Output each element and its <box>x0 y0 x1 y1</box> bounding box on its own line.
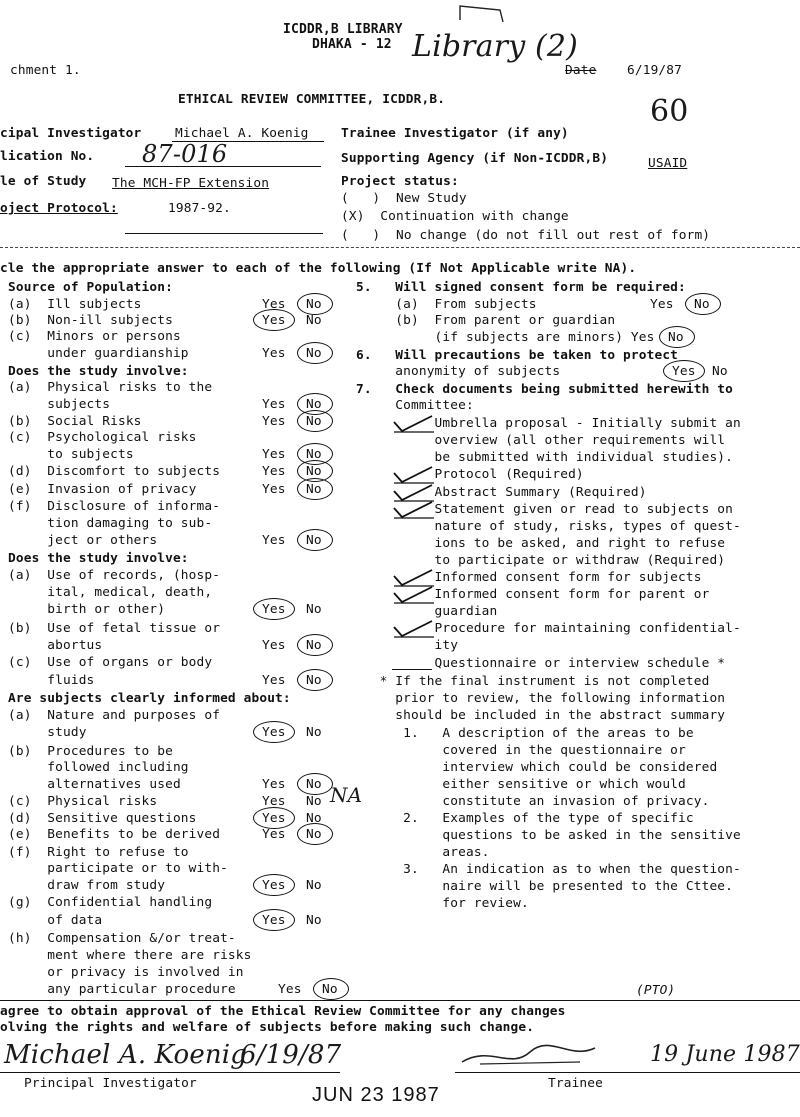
status-new: ( ) New Study <box>341 191 467 206</box>
trainee-caption: Trainee <box>548 1076 603 1091</box>
answer-yes[interactable]: Yes <box>262 414 286 429</box>
answer-circle <box>297 823 333 845</box>
question-line: (b) Non-ill subjects <box>8 313 173 328</box>
document-checkmark[interactable] <box>392 585 436 605</box>
answer-yes[interactable]: Yes <box>262 313 286 328</box>
question-line: (f) Disclosure of informa- <box>8 499 221 514</box>
document-checkmark[interactable] <box>392 500 436 520</box>
answer-circle <box>253 598 295 620</box>
question-line: (if subjects are minors) Yes <box>356 330 655 345</box>
question-line: Questionnaire or interview schedule * <box>356 656 726 671</box>
pen-scribble <box>455 4 515 28</box>
question-line: participate or to with- <box>8 861 228 876</box>
question-line: 2. Examples of the type of specific <box>356 811 694 826</box>
question-line: any particular procedure <box>8 982 236 997</box>
library-stamp-line2: DHAKA - 12 <box>312 37 392 52</box>
signature-date: 6/19/87 <box>240 1040 342 1070</box>
question-line: anonymity of subjects <box>356 364 561 379</box>
answer-yes[interactable]: Yes <box>262 602 286 617</box>
answer-yes[interactable]: Yes <box>262 482 286 497</box>
answer-yes[interactable]: Yes <box>262 533 286 548</box>
answer-no[interactable]: No <box>306 414 322 429</box>
trainee-label: Trainee Investigator (if any) <box>341 126 569 141</box>
question-line: Protocol (Required) <box>356 467 584 482</box>
answer-no[interactable]: No <box>322 982 338 997</box>
question-line: Procedure for maintaining confidential- <box>356 621 741 636</box>
answer-no[interactable]: No <box>306 794 322 809</box>
question-line: (g) Confidential handling <box>8 895 213 910</box>
question-line: ions to be asked, and right to refuse <box>356 536 726 551</box>
question-line: naire will be presented to the Cttee. <box>356 879 734 894</box>
question-line: Does the study involve: <box>8 364 189 379</box>
answer-no[interactable]: No <box>306 913 322 928</box>
question-line: of data <box>8 913 103 928</box>
answer-yes[interactable]: Yes <box>672 364 696 379</box>
trainee-signature-scribble <box>460 1040 600 1070</box>
answer-circle <box>659 326 695 348</box>
question-line: or privacy is involved in <box>8 965 244 980</box>
answer-circle <box>297 410 333 432</box>
question-line: Abstract Summary (Required) <box>356 485 647 500</box>
answer-no[interactable]: No <box>306 725 322 740</box>
answer-no[interactable]: No <box>306 878 322 893</box>
answer-yes[interactable]: Yes <box>262 397 286 412</box>
question-line: Umbrella proposal - Initially submit an <box>356 416 741 431</box>
question-line: birth or other) <box>8 602 166 617</box>
answer-circle <box>663 360 705 382</box>
answer-yes[interactable]: Yes <box>262 297 286 312</box>
answer-no[interactable]: No <box>306 346 322 361</box>
question-line: (a) Ill subjects <box>8 297 142 312</box>
application-value: 87-016 <box>142 140 228 168</box>
question-line: draw from study <box>8 878 166 893</box>
attachment-label: chment 1. <box>10 63 81 78</box>
answer-no[interactable]: No <box>306 533 322 548</box>
answer-no[interactable]: No <box>306 602 322 617</box>
status-continuation: (X) Continuation with change <box>341 209 569 224</box>
handwritten-na: NA <box>330 783 363 807</box>
question-line: Informed consent form for subjects <box>356 570 702 585</box>
answer-no[interactable]: No <box>306 638 322 653</box>
question-line: (h) Compensation &/or treat- <box>8 931 236 946</box>
question-line: Committee: <box>356 398 474 413</box>
question-line: to participate or withdraw (Required) <box>356 553 726 568</box>
status-no-change: ( ) No change (do not fill out rest of form) <box>341 228 711 243</box>
answer-circle <box>297 634 333 656</box>
question-line: (e) Benefits to be derived <box>8 827 221 842</box>
answer-circle <box>297 529 333 551</box>
answer-circle <box>297 478 333 500</box>
answer-circle <box>297 342 333 364</box>
answer-circle <box>297 773 333 795</box>
question-line: (a) Nature and purposes of <box>8 708 221 723</box>
answer-no[interactable]: No <box>306 397 322 412</box>
answer-no[interactable]: No <box>306 777 322 792</box>
question-line: Are subjects clearly informed about: <box>8 691 291 706</box>
pi-caption: Principal Investigator <box>24 1076 197 1091</box>
answer-yes[interactable]: Yes <box>262 777 286 792</box>
question-line: (b) Use of fetal tissue or <box>8 621 221 636</box>
agency-value: USAID <box>648 156 688 171</box>
question-line: 1. A description of the areas to be <box>356 726 694 741</box>
answer-yes[interactable]: Yes <box>278 982 302 997</box>
answer-yes[interactable]: Yes <box>650 297 674 312</box>
answer-no[interactable]: No <box>668 330 684 345</box>
received-stamp: JUN 23 1987 <box>312 1084 440 1106</box>
question-line: covered in the questionnaire or <box>356 743 686 758</box>
question-line: be submitted with individual studies). <box>356 450 734 465</box>
answer-no[interactable]: No <box>306 464 322 479</box>
answer-no[interactable]: No <box>306 482 322 497</box>
question-line: for review. <box>356 896 529 911</box>
agreement-line2: olving the rights and welfare of subjects before making such change. <box>0 1020 535 1035</box>
question-line: subjects <box>8 397 111 412</box>
protocol-underline <box>125 233 323 234</box>
answer-yes[interactable]: Yes <box>262 794 286 809</box>
question-line: under guardianship <box>8 346 189 361</box>
protocol-value: 1987-92. <box>168 201 231 216</box>
answer-yes[interactable]: Yes <box>262 447 286 462</box>
answer-yes[interactable]: Yes <box>262 725 286 740</box>
question-line: (a) Use of records, (hosp- <box>8 568 221 583</box>
answer-circle <box>253 874 295 896</box>
date-value: 6/19/87 <box>627 63 682 78</box>
agreement-line1: agree to obtain approval of the Ethical Review Committee for any changes <box>0 1004 566 1019</box>
question-line: (b) Social Risks <box>8 414 142 429</box>
question-line: followed including <box>8 760 189 775</box>
study-title-value: The MCH-FP Extension <box>112 176 270 191</box>
answer-circle <box>253 721 295 743</box>
answer-circle <box>297 293 333 315</box>
question-line: (b) Procedures to be <box>8 744 173 759</box>
answer-no[interactable]: No <box>712 364 728 379</box>
pi-value: Michael A. Koenig <box>175 126 309 141</box>
question-line: (c) Minors or persons <box>8 329 181 344</box>
question-line: (c) Physical risks <box>8 794 158 809</box>
answer-circle <box>253 909 295 931</box>
answer-yes[interactable]: Yes <box>262 673 286 688</box>
question-line: alternatives used <box>8 777 181 792</box>
study-title-label: le of Study <box>0 174 87 189</box>
question-line: Source of Population: <box>8 280 173 295</box>
question-line: should be included in the abstract summary <box>356 708 726 723</box>
handwritten-page-number: 60 <box>650 94 689 129</box>
answer-circle <box>253 309 295 331</box>
answer-no[interactable]: No <box>306 673 322 688</box>
question-line: fluids <box>8 673 95 688</box>
application-underline <box>125 166 321 167</box>
question-line: areas. <box>356 845 490 860</box>
answer-yes[interactable]: Yes <box>262 913 286 928</box>
question-line: * If the final instrument is not completed <box>356 674 710 689</box>
question-line: study <box>8 725 87 740</box>
answer-no[interactable]: No <box>306 297 322 312</box>
question-line: abortus <box>8 638 103 653</box>
question-line: Statement given or read to subjects on <box>356 502 734 517</box>
document-checkmark[interactable] <box>392 414 436 434</box>
answer-circle <box>313 978 349 1000</box>
protocol-label: oject Protocol: <box>0 201 118 216</box>
question-line: ity <box>356 638 459 653</box>
pi-signature-line <box>0 1072 340 1073</box>
document-checkmark[interactable] <box>392 465 436 485</box>
question-line: Informed consent form for parent or <box>356 587 710 602</box>
question-line: (c) Use of organs or body <box>8 655 213 670</box>
question-line: (d) Sensitive questions <box>8 811 197 826</box>
question-line: (a) From subjects <box>356 297 537 312</box>
question-line: 5. Will signed consent form be required: <box>356 280 686 295</box>
trainee-signature-line <box>455 1072 800 1073</box>
handwritten-trainee-date: 19 June 1987 <box>650 1042 800 1067</box>
answer-yes[interactable]: Yes <box>262 878 286 893</box>
answer-no[interactable]: No <box>306 313 322 328</box>
question-line: overview (all other requirements will <box>356 433 726 448</box>
question-line: interview which could be considered <box>356 760 718 775</box>
agency-label: Supporting Agency (if Non-ICDDR,B) <box>341 151 609 166</box>
question-line: (f) Right to refuse to <box>8 845 189 860</box>
answer-no[interactable]: No <box>306 447 322 462</box>
answer-no[interactable]: No <box>306 811 322 826</box>
question-line: (e) Invasion of privacy <box>8 482 197 497</box>
library-stamp-line1: ICDDR,B LIBRARY <box>283 22 403 37</box>
application-label: lication No. <box>0 149 95 164</box>
question-line: (a) Physical risks to the <box>8 380 213 395</box>
question-line: (d) Discomfort to subjects <box>8 464 221 479</box>
question-line: guardian <box>356 604 498 619</box>
handwritten-library-note: Library (2) <box>412 29 578 64</box>
answer-yes[interactable]: Yes <box>262 827 286 842</box>
date-label: Date <box>565 63 597 78</box>
answer-no[interactable]: No <box>306 827 322 842</box>
question-line: 6. Will precautions be taken to protect <box>356 348 679 363</box>
answer-yes[interactable]: Yes <box>262 638 286 653</box>
question-line: 7. Check documents being submitted herewith to <box>356 382 734 397</box>
question-line: prior to review, the following information <box>356 691 726 706</box>
page-title: ETHICAL REVIEW COMMITTEE, ICDDR,B. <box>178 92 446 107</box>
question-line: questions to be asked in the sensitive <box>356 828 741 843</box>
question-line: (c) Psychological risks <box>8 430 197 445</box>
question-line: tion damaging to sub- <box>8 516 213 531</box>
question-line: either sensitive or which would <box>356 777 686 792</box>
answer-yes[interactable]: Yes <box>262 346 286 361</box>
document-check-blank[interactable] <box>392 669 432 670</box>
answer-yes[interactable]: Yes <box>262 464 286 479</box>
answer-yes[interactable]: Yes <box>262 811 286 826</box>
answer-circle <box>253 807 295 829</box>
question-line: ment where there are risks <box>8 948 252 963</box>
document-checkmark[interactable] <box>392 619 436 639</box>
question-line: nature of study, risks, types of quest- <box>356 519 741 534</box>
question-line: (b) From parent or guardian <box>356 313 616 328</box>
instruction-line: cle the appropriate answer to each of the following (If Not Applicable write NA). <box>0 261 637 276</box>
status-label: Project status: <box>341 174 459 189</box>
footer-divider <box>0 1000 800 1001</box>
question-line: constitute an invasion of privacy. <box>356 794 710 809</box>
answer-circle <box>297 669 333 691</box>
pi-label: cipal Investigator <box>0 126 142 141</box>
question-line: 3. An indication as to when the question- <box>356 862 741 877</box>
question-line: ject or others <box>8 533 158 548</box>
question-line: ital, medical, death, <box>8 585 213 600</box>
question-line: to subjects <box>8 447 134 462</box>
question-line: Does the study involve: <box>8 551 189 566</box>
answer-circle <box>685 293 721 315</box>
pto-note: (PTO) <box>636 983 676 998</box>
pi-signature: Michael A. Koenig <box>4 1040 248 1070</box>
answer-no[interactable]: No <box>694 297 710 312</box>
section-divider <box>0 247 800 248</box>
